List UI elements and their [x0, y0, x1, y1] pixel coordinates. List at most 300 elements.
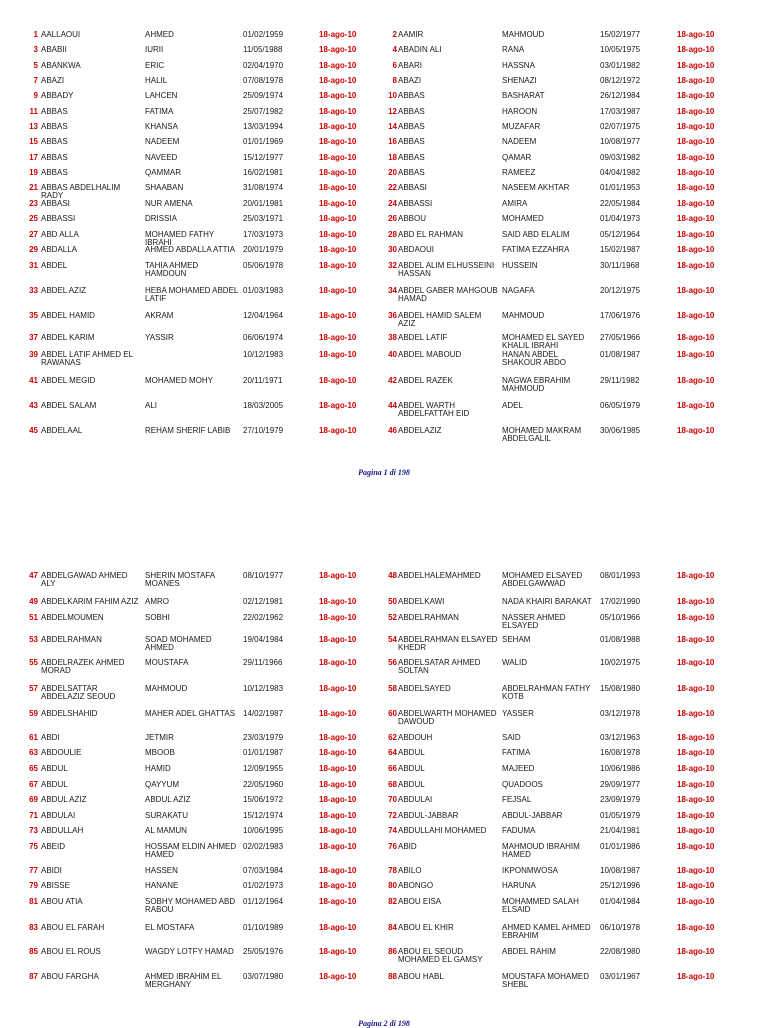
- record-number: 27: [29, 230, 38, 239]
- record-number: 1: [33, 30, 38, 39]
- record-number: 73: [29, 826, 38, 835]
- table-row: [0, 898, 768, 912]
- given-name-cell: HANAN ABDEL SHAKOUR ABDO: [502, 350, 567, 367]
- given-name-cell: FATIMA EZZAHRA: [502, 245, 570, 254]
- table-row: [0, 246, 768, 260]
- surname-cell: ABDELRAHMAN: [41, 635, 102, 644]
- birth-date-cell: 03/01/1982: [600, 61, 641, 70]
- record-number: 47: [29, 571, 38, 580]
- surname-cell: ABBADY: [41, 91, 74, 100]
- record-number: 25: [29, 214, 38, 223]
- surname-cell: ABOU ATIA: [41, 897, 83, 906]
- record-number: 68: [388, 780, 397, 789]
- birth-date-cell: 12/09/1955: [243, 764, 284, 773]
- record-date-cell: 18-ago-10: [319, 684, 357, 693]
- record-date-cell: 18-ago-10: [677, 811, 715, 820]
- record-number: 7: [33, 76, 38, 85]
- birth-date-cell: 02/04/1970: [243, 61, 284, 70]
- record-number: 11: [29, 107, 38, 116]
- record-number: 74: [388, 826, 397, 835]
- given-name-cell: AMIRA: [502, 199, 528, 208]
- record-date-cell: 18-ago-10: [677, 897, 715, 906]
- table-row: [0, 231, 768, 245]
- surname-cell: ABBASI: [398, 183, 427, 192]
- birth-date-cell: 04/04/1982: [600, 168, 641, 177]
- record-date-cell: 18-ago-10: [319, 91, 357, 100]
- record-number: 65: [29, 764, 38, 773]
- record-number: 28: [388, 230, 397, 239]
- record-number: 48: [388, 571, 397, 580]
- birth-date-cell: 25/09/1974: [243, 91, 284, 100]
- record-number: 14: [388, 122, 397, 131]
- birth-date-cell: 10/08/1987: [600, 866, 641, 875]
- surname-cell: ABOU EL ROUS: [41, 947, 101, 956]
- table-row: [0, 287, 768, 301]
- surname-cell: ABDEL SALAM: [41, 401, 97, 410]
- birth-date-cell: 05/10/1966: [600, 613, 641, 622]
- birth-date-cell: 07/08/1978: [243, 76, 284, 85]
- surname-cell: ABDAOUI: [398, 245, 435, 254]
- record-date-cell: 18-ago-10: [677, 122, 715, 131]
- surname-cell: ABDULLAH: [41, 826, 84, 835]
- table-row: [0, 710, 768, 724]
- given-name-cell: NAGWA EBRAHIM MAHMOUD: [502, 376, 571, 393]
- surname-cell: ABDEL AZIZ: [41, 286, 87, 295]
- given-name-cell: HAROON: [502, 107, 538, 116]
- record-date-cell: 18-ago-10: [677, 30, 715, 39]
- page-footer: Pagina 1 di 198: [358, 468, 410, 477]
- surname-cell: ABDELHALEMAHMED: [398, 571, 481, 580]
- record-date-cell: 18-ago-10: [677, 350, 715, 359]
- birth-date-cell: 10/12/1983: [243, 684, 284, 693]
- given-name-cell: AL MAMUN: [145, 826, 187, 835]
- surname-cell: ABID: [398, 842, 417, 851]
- record-number: 78: [388, 866, 397, 875]
- surname-cell: ABDEL KARIM: [41, 333, 95, 342]
- table-row: [0, 262, 768, 276]
- table-row: [0, 882, 768, 896]
- record-date-cell: 18-ago-10: [319, 286, 357, 295]
- given-name-cell: AHMED ABDALLA ATTIA: [145, 245, 236, 254]
- record-number: 85: [29, 947, 38, 956]
- given-name-cell: ALI: [145, 401, 158, 410]
- record-number: 40: [388, 350, 397, 359]
- record-date-cell: 18-ago-10: [319, 107, 357, 116]
- given-name-cell: NUR AMENA: [145, 199, 193, 208]
- surname-cell: ABDUL: [398, 764, 425, 773]
- record-date-cell: 18-ago-10: [319, 842, 357, 851]
- given-name-cell: MOHAMED FATHY IBRAHI: [145, 230, 215, 247]
- surname-cell: ABISSE: [41, 881, 70, 890]
- table-row: [0, 427, 768, 441]
- birth-date-cell: 01/01/1953: [600, 183, 641, 192]
- birth-date-cell: 19/04/1984: [243, 635, 284, 644]
- record-date-cell: 18-ago-10: [319, 635, 357, 644]
- birth-date-cell: 25/07/1982: [243, 107, 284, 116]
- birth-date-cell: 03/07/1980: [243, 972, 284, 981]
- table-row: [0, 734, 768, 748]
- surname-cell: ABDULAI: [398, 795, 433, 804]
- surname-cell: ABILO: [398, 866, 422, 875]
- surname-cell: ABDEL LATIF: [398, 333, 448, 342]
- record-date-cell: 18-ago-10: [319, 897, 357, 906]
- table-row: [0, 312, 768, 326]
- record-number: 5: [33, 61, 38, 70]
- record-number: 79: [29, 881, 38, 890]
- birth-date-cell: 08/10/1977: [243, 571, 284, 580]
- surname-cell: ABDELSATAR AHMED SOLTAN: [398, 658, 481, 675]
- record-number: 15: [29, 137, 38, 146]
- given-name-cell: WALID: [502, 658, 528, 667]
- record-date-cell: 18-ago-10: [677, 635, 715, 644]
- surname-cell: ABOU EL SEOUD MOHAMED EL GAMSY: [398, 947, 483, 964]
- surname-cell: AALLAOUI: [41, 30, 81, 39]
- record-date-cell: 18-ago-10: [677, 571, 715, 580]
- birth-date-cell: 31/08/1974: [243, 183, 284, 192]
- table-row: [0, 614, 768, 628]
- birth-date-cell: 03/12/1978: [600, 709, 641, 718]
- record-number: 9: [33, 91, 38, 100]
- surname-cell: ABOU EISA: [398, 897, 442, 906]
- birth-date-cell: 06/10/1978: [600, 923, 641, 932]
- record-number: 45: [29, 426, 38, 435]
- record-number: 19: [29, 168, 38, 177]
- table-row: [0, 659, 768, 673]
- given-name-cell: HASSNA: [502, 61, 535, 70]
- given-name-cell: FATIMA: [502, 748, 531, 757]
- given-name-cell: YASSIR: [145, 333, 174, 342]
- table-row: [0, 402, 768, 416]
- birth-date-cell: 10/12/1983: [243, 350, 284, 359]
- record-number: 53: [29, 635, 38, 644]
- record-date-cell: 18-ago-10: [319, 947, 357, 956]
- record-date-cell: 18-ago-10: [677, 183, 715, 192]
- birth-date-cell: 03/01/1967: [600, 972, 641, 981]
- record-date-cell: 18-ago-10: [319, 261, 357, 270]
- surname-cell: ABONGO: [398, 881, 434, 890]
- record-date-cell: 18-ago-10: [677, 733, 715, 742]
- record-date-cell: 18-ago-10: [677, 684, 715, 693]
- surname-cell: ABBAS: [41, 153, 68, 162]
- record-date-cell: 18-ago-10: [319, 597, 357, 606]
- birth-date-cell: 23/03/1979: [243, 733, 284, 742]
- table-row: [0, 200, 768, 214]
- surname-cell: ABDEL MABOUD: [398, 350, 462, 359]
- record-number: 31: [29, 261, 38, 270]
- page-footer: Pagina 2 di 198: [358, 1019, 410, 1028]
- record-date-cell: 18-ago-10: [319, 350, 357, 359]
- surname-cell: ABDELRAZEK AHMED MORAD: [41, 658, 125, 675]
- surname-cell: ABD EL RAHMAN: [398, 230, 464, 239]
- record-number: 56: [388, 658, 397, 667]
- surname-cell: ABDULLAHI MOHAMED: [398, 826, 487, 835]
- record-number: 66: [388, 764, 397, 773]
- birth-date-cell: 21/04/1981: [600, 826, 641, 835]
- birth-date-cell: 01/08/1987: [600, 350, 641, 359]
- given-name-cell: MAJEED: [502, 764, 535, 773]
- birth-date-cell: 15/02/1977: [600, 30, 641, 39]
- record-date-cell: 18-ago-10: [677, 153, 715, 162]
- surname-cell: ABBAS: [41, 168, 68, 177]
- birth-date-cell: 08/12/1972: [600, 76, 641, 85]
- given-name-cell: AHMED KAMEL AHMED EBRAHIM: [502, 923, 591, 940]
- surname-cell: ABBAS: [398, 168, 425, 177]
- given-name-cell: FATIMA: [145, 107, 174, 116]
- record-number: 34: [388, 286, 397, 295]
- given-name-cell: SHAABAN: [145, 183, 184, 192]
- birth-date-cell: 01/01/1969: [243, 137, 284, 146]
- record-number: 87: [29, 972, 38, 981]
- record-number: 64: [388, 748, 397, 757]
- given-name-cell: ABDUL AZIZ: [145, 795, 191, 804]
- given-name-cell: MOHAMMED SALAH ELSAID: [502, 897, 579, 914]
- birth-date-cell: 01/08/1988: [600, 635, 641, 644]
- surname-cell: ABBOU: [398, 214, 427, 223]
- surname-cell: ABOU EL FARAH: [41, 923, 105, 932]
- table-row: [0, 685, 768, 699]
- birth-date-cell: 10/06/1986: [600, 764, 641, 773]
- record-date-cell: 18-ago-10: [319, 426, 357, 435]
- given-name-cell: AKRAM: [145, 311, 174, 320]
- surname-cell: ABDOUH: [398, 733, 433, 742]
- record-number: 20: [388, 168, 397, 177]
- record-number: 70: [388, 795, 397, 804]
- surname-cell: ABDEL HAMID: [41, 311, 95, 320]
- record-date-cell: 18-ago-10: [319, 333, 357, 342]
- record-number: 57: [29, 684, 38, 693]
- birth-date-cell: 23/09/1979: [600, 795, 641, 804]
- table-row: [0, 843, 768, 857]
- record-date-cell: 18-ago-10: [319, 311, 357, 320]
- record-number: 86: [388, 947, 397, 956]
- record-number: 69: [29, 795, 38, 804]
- given-name-cell: MOHAMED EL SAYED KHALIL IBRAHI: [502, 333, 585, 350]
- record-number: 2: [392, 30, 397, 39]
- given-name-cell: LAHCEN: [145, 91, 178, 100]
- record-date-cell: 18-ago-10: [677, 137, 715, 146]
- record-date-cell: 18-ago-10: [677, 881, 715, 890]
- given-name-cell: ABDUL-JABBAR: [502, 811, 563, 820]
- given-name-cell: DRISSIA: [145, 214, 178, 223]
- given-name-cell: SOBHI: [145, 613, 170, 622]
- surname-cell: ABDELSAYED: [398, 684, 451, 693]
- given-name-cell: ABDEL RAHIM: [502, 947, 556, 956]
- table-row: [0, 46, 768, 60]
- record-number: 16: [388, 137, 397, 146]
- record-number: 41: [29, 376, 38, 385]
- surname-cell: ABARI: [398, 61, 423, 70]
- birth-date-cell: 17/02/1990: [600, 597, 641, 606]
- record-number: 58: [388, 684, 397, 693]
- birth-date-cell: 16/02/1981: [243, 168, 284, 177]
- record-number: 75: [29, 842, 38, 851]
- given-name-cell: IKPONMWOSA: [502, 866, 559, 875]
- surname-cell: ABOU EL KHIR: [398, 923, 454, 932]
- record-number: 50: [388, 597, 397, 606]
- given-name-cell: QAYYUM: [145, 780, 180, 789]
- given-name-cell: MAHER ADEL GHATTAS: [145, 709, 236, 718]
- given-name-cell: HEBA MOHAMED ABDEL LATIF: [145, 286, 239, 303]
- surname-cell: ABDEL LATIF AHMED EL RAWANAS: [41, 350, 133, 367]
- record-number: 18: [388, 153, 397, 162]
- record-number: 49: [29, 597, 38, 606]
- record-number: 59: [29, 709, 38, 718]
- surname-cell: ABDELWARTH MOHAMED DAWOUD: [398, 709, 497, 726]
- record-number: 8: [392, 76, 397, 85]
- given-name-cell: REHAM SHERIF LABIB: [145, 426, 231, 435]
- birth-date-cell: 02/07/1975: [600, 122, 641, 131]
- birth-date-cell: 12/04/1964: [243, 311, 284, 320]
- birth-date-cell: 01/04/1984: [600, 897, 641, 906]
- record-number: 88: [388, 972, 397, 981]
- given-name-cell: MAHMOUD: [502, 30, 545, 39]
- record-number: 30: [388, 245, 397, 254]
- given-name-cell: ERIC: [145, 61, 165, 70]
- birth-date-cell: 01/03/1983: [243, 286, 284, 295]
- birth-date-cell: 29/11/1982: [600, 376, 640, 385]
- given-name-cell: AHMED IBRAHIM EL MERGHANY: [145, 972, 222, 989]
- record-date-cell: 18-ago-10: [319, 748, 357, 757]
- record-date-cell: 18-ago-10: [677, 45, 715, 54]
- record-date-cell: 18-ago-10: [319, 376, 357, 385]
- surname-cell: ABDELAZIZ: [398, 426, 442, 435]
- birth-date-cell: 03/12/1963: [600, 733, 641, 742]
- surname-cell: ABBAS: [398, 122, 425, 131]
- record-number: 29: [29, 245, 38, 254]
- surname-cell: ABBAS ABDELHALIM RADY: [41, 183, 121, 200]
- record-date-cell: 18-ago-10: [319, 658, 357, 667]
- table-row: [0, 765, 768, 779]
- record-date-cell: 18-ago-10: [677, 286, 715, 295]
- record-date-cell: 18-ago-10: [677, 376, 715, 385]
- given-name-cell: SOAD MOHAMED AHMED: [145, 635, 212, 652]
- table-row: [0, 973, 768, 987]
- record-date-cell: 18-ago-10: [677, 658, 715, 667]
- record-number: 44: [388, 401, 397, 410]
- surname-cell: ABBAS: [41, 137, 68, 146]
- record-date-cell: 18-ago-10: [677, 972, 715, 981]
- given-name-cell: EL MOSTAFA: [145, 923, 195, 932]
- birth-date-cell: 30/06/1985: [600, 426, 641, 435]
- birth-date-cell: 30/11/1968: [600, 261, 640, 270]
- record-number: 77: [29, 866, 38, 875]
- given-name-cell: QAMAR: [502, 153, 532, 162]
- record-number: 60: [388, 709, 397, 718]
- record-number: 26: [388, 214, 397, 223]
- record-date-cell: 18-ago-10: [319, 153, 357, 162]
- surname-cell: ABEID: [41, 842, 66, 851]
- birth-date-cell: 15/12/1974: [243, 811, 284, 820]
- record-date-cell: 18-ago-10: [677, 214, 715, 223]
- surname-cell: AAMIR: [398, 30, 424, 39]
- given-name-cell: MOHAMED: [502, 214, 544, 223]
- given-name-cell: HALIL: [145, 76, 168, 85]
- surname-cell: ABDEL MEGID: [41, 376, 96, 385]
- given-name-cell: NASSER AHMED ELSAYED: [502, 613, 566, 630]
- table-row: [0, 572, 768, 586]
- given-name-cell: MAHMOUD: [145, 684, 188, 693]
- given-name-cell: QAMMAR: [145, 168, 181, 177]
- given-name-cell: HANANE: [145, 881, 179, 890]
- table-row: [0, 77, 768, 91]
- record-number: 42: [388, 376, 397, 385]
- record-number: 63: [29, 748, 38, 757]
- record-date-cell: 18-ago-10: [677, 764, 715, 773]
- surname-cell: ABBAS: [398, 153, 425, 162]
- surname-cell: ABDUL: [398, 748, 425, 757]
- record-date-cell: 18-ago-10: [319, 571, 357, 580]
- birth-date-cell: 01/12/1964: [243, 897, 284, 906]
- record-date-cell: 18-ago-10: [677, 91, 715, 100]
- surname-cell: ABDOULIE: [41, 748, 82, 757]
- surname-cell: ABDEL: [41, 261, 68, 270]
- birth-date-cell: 01/02/1973: [243, 881, 284, 890]
- record-date-cell: 18-ago-10: [319, 764, 357, 773]
- record-date-cell: 18-ago-10: [319, 45, 357, 54]
- record-date-cell: 18-ago-10: [319, 401, 357, 410]
- record-number: 3: [33, 45, 38, 54]
- surname-cell: ABBASSI: [41, 214, 76, 223]
- given-name-cell: MAHMOUD: [502, 311, 545, 320]
- birth-date-cell: 07/03/1984: [243, 866, 284, 875]
- given-name-cell: NADEEM: [502, 137, 537, 146]
- birth-date-cell: 29/09/1977: [600, 780, 641, 789]
- record-date-cell: 18-ago-10: [677, 597, 715, 606]
- birth-date-cell: 20/01/1981: [243, 199, 284, 208]
- surname-cell: ABDUL-JABBAR: [398, 811, 459, 820]
- given-name-cell: RAMEEZ: [502, 168, 536, 177]
- surname-cell: ABDELRAHMAN: [398, 613, 459, 622]
- record-date-cell: 18-ago-10: [677, 230, 715, 239]
- record-date-cell: 18-ago-10: [677, 748, 715, 757]
- given-name-cell: NASEEM AKHTAR: [502, 183, 570, 192]
- surname-cell: ABBASSI: [398, 199, 433, 208]
- birth-date-cell: 15/02/1987: [600, 245, 641, 254]
- surname-cell: ABDELSHAHID: [41, 709, 98, 718]
- record-date-cell: 18-ago-10: [677, 923, 715, 932]
- given-name-cell: HAMID: [145, 764, 171, 773]
- given-name-cell: HASSEN: [145, 866, 178, 875]
- surname-cell: ABDELKARIM FAHIM AZIZ: [41, 597, 139, 606]
- birth-date-cell: 20/11/1971: [243, 376, 283, 385]
- record-date-cell: 18-ago-10: [677, 311, 715, 320]
- record-date-cell: 18-ago-10: [677, 333, 715, 342]
- given-name-cell: QUADOOS: [502, 780, 543, 789]
- birth-date-cell: 05/12/1964: [600, 230, 641, 239]
- birth-date-cell: 15/08/1980: [600, 684, 641, 693]
- birth-date-cell: 10/05/1975: [600, 45, 641, 54]
- record-number: 82: [388, 897, 397, 906]
- record-number: 67: [29, 780, 38, 789]
- birth-date-cell: 10/06/1995: [243, 826, 284, 835]
- birth-date-cell: 16/08/1978: [600, 748, 641, 757]
- table-row: [0, 377, 768, 391]
- table-row: [0, 31, 768, 45]
- surname-cell: ABDEL WARTH ABDELFATTAH EID: [398, 401, 470, 418]
- given-name-cell: MOUSTAFA MOHAMED SHEBL: [502, 972, 589, 989]
- given-name-cell: SOBHY MOHAMED ABD RABOU: [145, 897, 236, 914]
- table-row: [0, 154, 768, 168]
- record-date-cell: 18-ago-10: [677, 61, 715, 70]
- given-name-cell: MOHAMED MAKRAM ABDELGALIL: [502, 426, 582, 443]
- given-name-cell: NADEEM: [145, 137, 180, 146]
- record-date-cell: 18-ago-10: [319, 230, 357, 239]
- table-row: [0, 781, 768, 795]
- given-name-cell: YASSER: [502, 709, 534, 718]
- given-name-cell: RANA: [502, 45, 525, 54]
- record-number: 24: [388, 199, 397, 208]
- surname-cell: ABBAS: [398, 107, 425, 116]
